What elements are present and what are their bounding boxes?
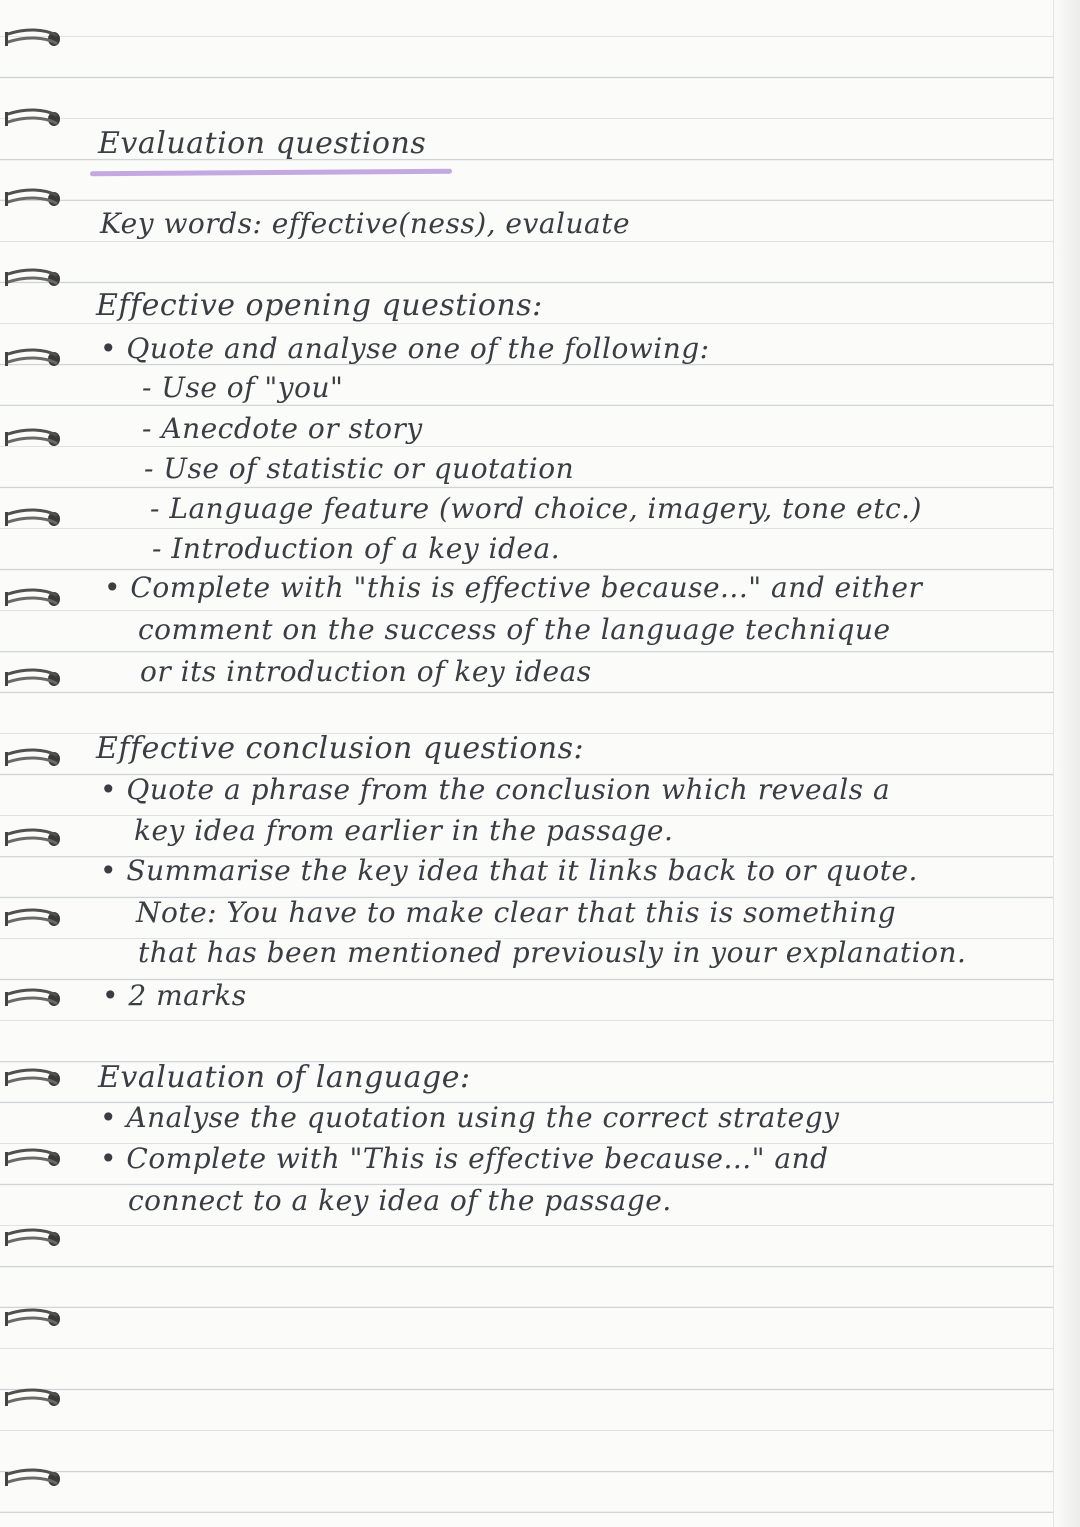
opening-bullet-quote: • Quote and analyse one of the following: xyxy=(100,332,710,365)
conclusion-bullet-summarise-line1: • Summarise the key idea that it links back to or quote. xyxy=(100,854,918,887)
conclusion-bullet-quote-line2: key idea from earlier in the passage. xyxy=(134,814,674,847)
opening-item-key-idea: - Introduction of a key idea. xyxy=(152,532,561,565)
language-bullet-complete-line1: • Complete with "This is effective because..." and xyxy=(100,1142,829,1175)
opening-item-anecdote: - Anecdote or story xyxy=(142,412,423,445)
language-bullet-complete-line2: connect to a key idea of the passage. xyxy=(128,1184,672,1217)
opening-bullet-complete-line1: • Complete with "this is effective because..." and either xyxy=(104,571,923,604)
opening-item-statistic: - Use of statistic or quotation xyxy=(144,452,575,485)
opening-item-you: - Use of "you" xyxy=(142,371,344,404)
conclusion-bullet-summarise-line3: that has been mentioned previously in your explanation. xyxy=(138,936,967,969)
opening-bullet-complete-line3: or its introduction of key ideas xyxy=(140,655,592,688)
page-title: Evaluation questions xyxy=(98,126,427,161)
conclusion-bullet-summarise-line2: Note: You have to make clear that this is something xyxy=(136,896,897,929)
title-underline xyxy=(90,169,452,177)
conclusion-questions-heading: Effective conclusion questions: xyxy=(96,731,585,766)
evaluation-of-language-heading: Evaluation of language: xyxy=(98,1060,471,1095)
opening-item-language-feature: - Language feature (word choice, imagery, tone etc.) xyxy=(150,492,922,525)
opening-questions-heading: Effective opening questions: xyxy=(96,288,543,323)
conclusion-bullet-marks: • 2 marks xyxy=(102,979,247,1012)
conclusion-bullet-quote-line1: • Quote a phrase from the conclusion which reveals a xyxy=(100,773,891,806)
opening-bullet-complete-line2: comment on the success of the language technique xyxy=(138,613,891,646)
language-bullet-analyse: • Analyse the quotation using the correct strategy xyxy=(100,1101,840,1134)
key-words-line: Key words: effective(ness), evaluate xyxy=(100,207,631,240)
